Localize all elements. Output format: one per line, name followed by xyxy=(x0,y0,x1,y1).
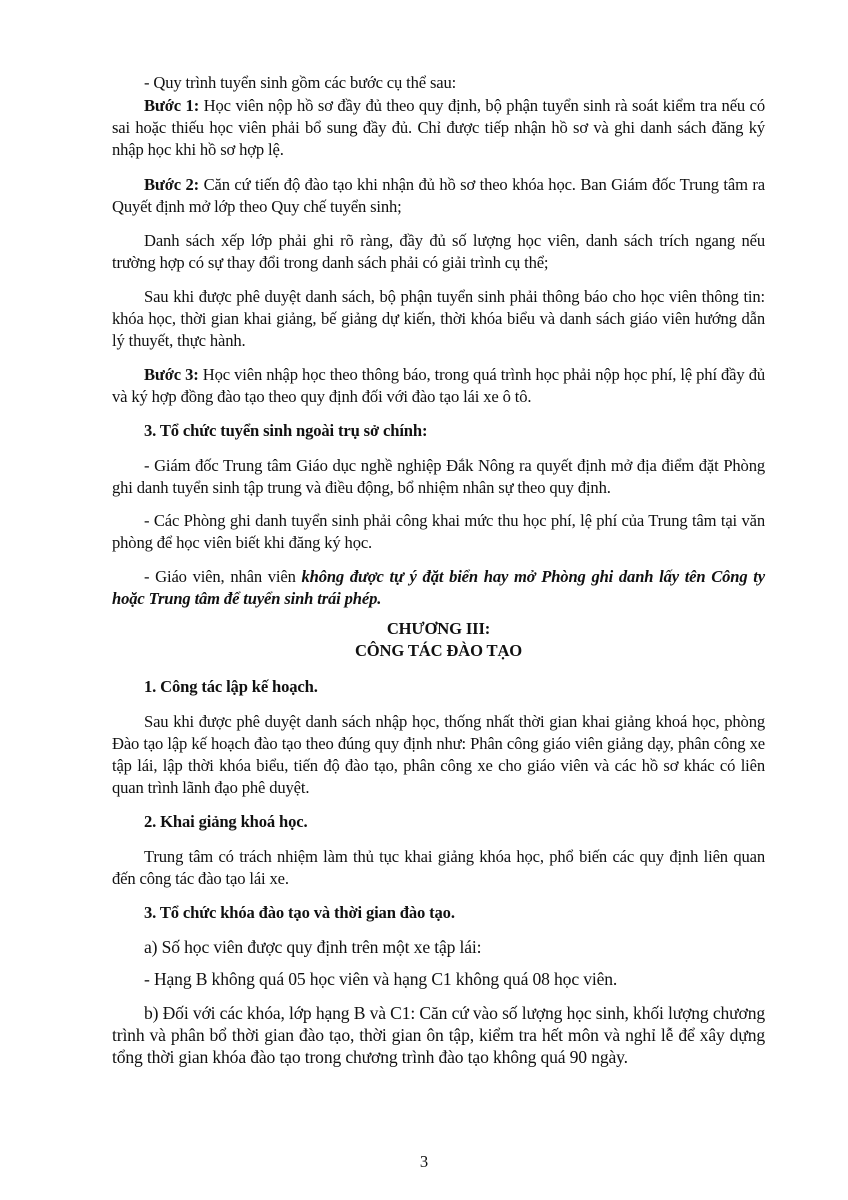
section-heading: 3. Tổ chức khóa đào tạo và thời gian đào tạo. xyxy=(144,903,455,922)
paragraph xyxy=(112,566,765,610)
chapter-title: CÔNG TÁC ĐÀO TẠO xyxy=(354,641,523,660)
section-heading: 1. Công tác lập kế hoạch. xyxy=(144,677,318,696)
section-heading: 3. Tổ chức tuyển sinh ngoài trụ sở chính: xyxy=(144,421,428,440)
paragraph: - Giám đốc Trung tâm Giáo dục nghề nghiệp Đắk Nông ra quyết định mở địa điểm đặt Phòng ghi danh tuyển sinh tập trung và điều động, bổ nhiệm nhân sự theo quy định. xyxy=(112,456,765,497)
paragraph: Sau khi được phê duyệt danh sách nhập học, thống nhất thời gian khai giảng khoá học, phòng Đào tạo lập kế hoạch đào tạo theo đúng quy định như: Phân công giáo viên giảng dạy, phân công xe tập lái, lập thời khóa biểu, tiến độ đào tạo, phân công xe cho giáo viên và các hồ sơ khác có liên quan trình lãnh đạo phê duyệt. xyxy=(112,712,765,797)
step-label: Bước 3: xyxy=(144,365,199,384)
paragraph: - Quy trình tuyển sinh gồm các bước cụ thể sau: xyxy=(144,73,457,92)
paragraph-text: Học viên nộp hồ sơ đầy đủ theo quy định, bộ phận tuyển sinh rà soát kiểm tra nếu có sai hoặc thiếu học viên phải bổ sung đầy đủ. Chỉ được tiếp nhận hồ sơ và ghi danh sách đăng ký nhập học khi hồ sơ hợp lệ. xyxy=(112,96,765,159)
paragraph: b) Đối với các khóa, lớp hạng B và C1: Căn cứ vào số lượng học sinh, khối lượng chương trình và phân bổ thời gian đào tạo, thời gian ôn tập, kiểm tra hết môn và nghỉ lễ để xây dựng tổng thời gian khóa đào tạo trong chương trình đào tạo không quá 90 ngày. xyxy=(112,1003,765,1067)
paragraph-step-3 xyxy=(112,364,765,408)
step-label: Bước 2: xyxy=(144,175,200,194)
page-number: 3 xyxy=(419,1152,429,1171)
paragraph: - Hạng B không quá 05 học viên và hạng C1 không quá 08 học viên. xyxy=(144,969,618,989)
section-heading: 2. Khai giảng khoá học. xyxy=(144,812,308,831)
paragraph: Sau khi được phê duyệt danh sách, bộ phận tuyển sinh phải thông báo cho học viên thông tin: khóa học, thời gian khai giảng, bế giảng dự kiến, thời khóa biểu và danh sách giáo viên hướng dẫn lý thuyết, thực hành. xyxy=(112,287,765,350)
paragraph-step-1 xyxy=(112,95,765,161)
emphasized-text: không được tự ý đặt biển hay mở Phòng ghi danh lấy tên Công ty hoặc Trung tâm để tuyển sinh trái phép. xyxy=(112,567,765,608)
chapter-label: CHƯƠNG III: xyxy=(386,619,491,638)
paragraph: - Các Phòng ghi danh tuyển sinh phải công khai mức thu học phí, lệ phí của Trung tâm tại văn phòng để học viên biết khi đăng ký học. xyxy=(112,511,765,552)
paragraph-text: Căn cứ tiến độ đào tạo khi nhận đủ hồ sơ theo khóa học. Ban Giám đốc Trung tâm ra Quyết định mở lớp theo Quy chế tuyển sinh; xyxy=(112,175,765,216)
paragraph-step-2 xyxy=(112,174,765,218)
paragraph: Danh sách xếp lớp phải ghi rõ ràng, đầy đủ số lượng học viên, danh sách trích ngang nếu trường hợp có sự thay đổi trong danh sách phải có giải trình cụ thể; xyxy=(112,231,765,272)
paragraph-text: - Giáo viên, nhân viên xyxy=(144,567,302,586)
paragraph: a) Số học viên được quy định trên một xe tập lái: xyxy=(144,937,482,957)
paragraph-text: Học viên nhập học theo thông báo, trong quá trình học phải nộp học phí, lệ phí đầy đủ và ký hợp đồng đào tạo theo quy định đối với đào tạo lái xe ô tô. xyxy=(112,365,765,406)
step-label: Bước 1: xyxy=(144,96,200,115)
paragraph: Trung tâm có trách nhiệm làm thủ tục khai giảng khóa học, phổ biến các quy định liên quan đến công tác đào tạo lái xe. xyxy=(112,847,765,888)
